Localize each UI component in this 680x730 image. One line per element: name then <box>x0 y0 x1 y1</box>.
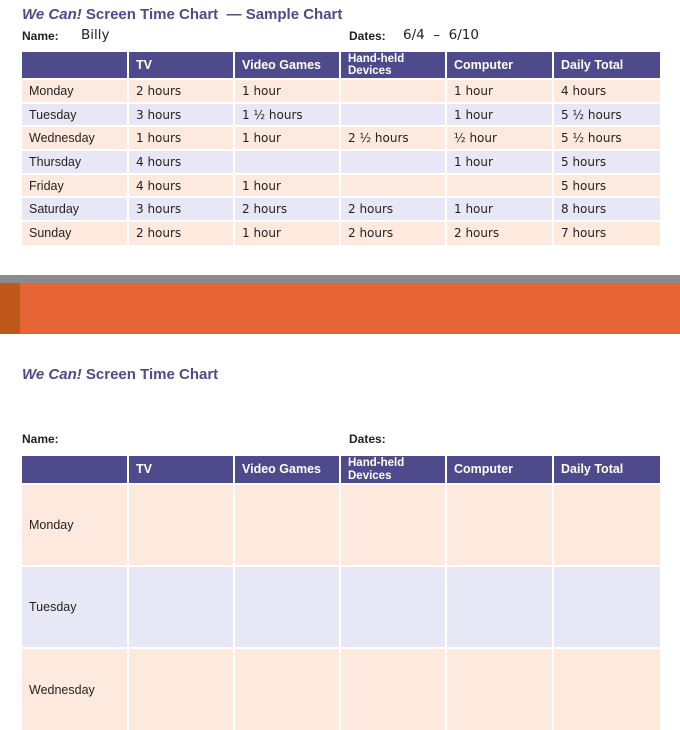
table-row <box>22 648 660 730</box>
computer-cell[interactable] <box>446 566 553 648</box>
header-handheld-devices: Hand-held Devices <box>340 456 446 484</box>
handheld-cell <box>340 150 446 174</box>
day-cell: Tuesday <box>22 566 128 648</box>
day-cell: Wednesday <box>22 648 128 730</box>
sample-chart-title <box>22 6 342 23</box>
table-row <box>22 221 660 245</box>
handheld-cell: 2 hours <box>340 221 446 245</box>
computer-cell <box>446 174 553 198</box>
table-row <box>22 103 660 127</box>
tv-cell: 2 hours <box>128 221 234 245</box>
tv-cell: 1 hours <box>128 126 234 150</box>
header-video-games: Video Games <box>234 52 340 79</box>
table-row <box>22 150 660 174</box>
title-text: Screen Time Chart <box>81 366 219 383</box>
handheld-cell[interactable] <box>340 648 446 730</box>
video-games-cell: 2 hours <box>234 197 340 221</box>
tv-cell: 4 hours <box>128 174 234 198</box>
header-tv: TV <box>128 52 234 79</box>
header-handheld-devices: Hand-held Devices <box>340 52 446 79</box>
handheld-cell[interactable] <box>340 566 446 648</box>
video-games-cell[interactable] <box>234 484 340 566</box>
page-banner <box>0 283 680 334</box>
brand-name: We Can! <box>22 366 82 383</box>
tv-cell[interactable] <box>128 566 234 648</box>
name-label: Name: <box>22 29 59 43</box>
day-cell: Sunday <box>22 221 128 245</box>
header-day <box>22 52 128 79</box>
header-tv: TV <box>128 456 234 484</box>
blank-chart-title <box>22 366 218 383</box>
header-computer: Computer <box>446 456 553 484</box>
handheld-cell <box>340 174 446 198</box>
table-row <box>22 484 660 566</box>
video-games-cell: 1 hour <box>234 79 340 103</box>
daily-total-cell[interactable] <box>553 484 660 566</box>
video-games-cell[interactable] <box>234 566 340 648</box>
sample-screen-time-table <box>22 52 660 245</box>
video-games-cell[interactable] <box>234 648 340 730</box>
computer-cell: 1 hour <box>446 103 553 127</box>
day-cell: Monday <box>22 79 128 103</box>
title-suffix: — Sample Chart <box>218 6 343 23</box>
tv-cell: 4 hours <box>128 150 234 174</box>
day-cell: Saturday <box>22 197 128 221</box>
header-computer: Computer <box>446 52 553 79</box>
table-row <box>22 79 660 103</box>
video-games-cell: 1 hour <box>234 174 340 198</box>
header-row <box>22 456 660 484</box>
handheld-cell: 2 hours <box>340 197 446 221</box>
day-cell: Friday <box>22 174 128 198</box>
banner-tab <box>0 283 20 334</box>
handheld-cell[interactable] <box>340 484 446 566</box>
header-row <box>22 52 660 79</box>
header-daily-total: Daily Total <box>553 456 660 484</box>
daily-total-cell: 5 ½ hours <box>553 103 660 127</box>
computer-cell[interactable] <box>446 648 553 730</box>
dates-value: 6/4 – 6/10 <box>403 27 479 43</box>
day-cell: Wednesday <box>22 126 128 150</box>
table-row <box>22 174 660 198</box>
table-row <box>22 197 660 221</box>
day-cell: Tuesday <box>22 103 128 127</box>
handheld-cell <box>340 103 446 127</box>
table-row <box>22 566 660 648</box>
video-games-cell <box>234 150 340 174</box>
daily-total-cell: 7 hours <box>553 221 660 245</box>
tv-cell: 3 hours <box>128 103 234 127</box>
name-value: Billy <box>81 27 110 43</box>
tv-cell[interactable] <box>128 648 234 730</box>
blank-screen-time-table <box>22 456 660 730</box>
header-daily-total: Daily Total <box>553 52 660 79</box>
page-divider <box>0 275 680 283</box>
daily-total-cell[interactable] <box>553 648 660 730</box>
tv-cell[interactable] <box>128 484 234 566</box>
computer-cell: 2 hours <box>446 221 553 245</box>
daily-total-cell: 5 ½ hours <box>553 126 660 150</box>
computer-cell: 1 hour <box>446 197 553 221</box>
title-text: Screen Time Chart <box>81 6 219 23</box>
daily-total-cell: 4 hours <box>553 79 660 103</box>
video-games-cell: 1 ½ hours <box>234 103 340 127</box>
day-cell: Monday <box>22 484 128 566</box>
header-video-games: Video Games <box>234 456 340 484</box>
video-games-cell: 1 hour <box>234 126 340 150</box>
day-cell: Thursday <box>22 150 128 174</box>
handheld-cell: 2 ½ hours <box>340 126 446 150</box>
dates-label: Dates: <box>349 432 386 446</box>
daily-total-cell: 5 hours <box>553 150 660 174</box>
table-row <box>22 126 660 150</box>
name-label: Name: <box>22 432 59 446</box>
computer-cell: 1 hour <box>446 150 553 174</box>
header-day <box>22 456 128 484</box>
daily-total-cell: 8 hours <box>553 197 660 221</box>
dates-label: Dates: <box>349 29 386 43</box>
computer-cell[interactable] <box>446 484 553 566</box>
computer-cell: ½ hour <box>446 126 553 150</box>
daily-total-cell[interactable] <box>553 566 660 648</box>
computer-cell: 1 hour <box>446 79 553 103</box>
tv-cell: 2 hours <box>128 79 234 103</box>
daily-total-cell: 5 hours <box>553 174 660 198</box>
video-games-cell: 1 hour <box>234 221 340 245</box>
brand-name: We Can! <box>22 6 82 23</box>
handheld-cell <box>340 79 446 103</box>
tv-cell: 3 hours <box>128 197 234 221</box>
